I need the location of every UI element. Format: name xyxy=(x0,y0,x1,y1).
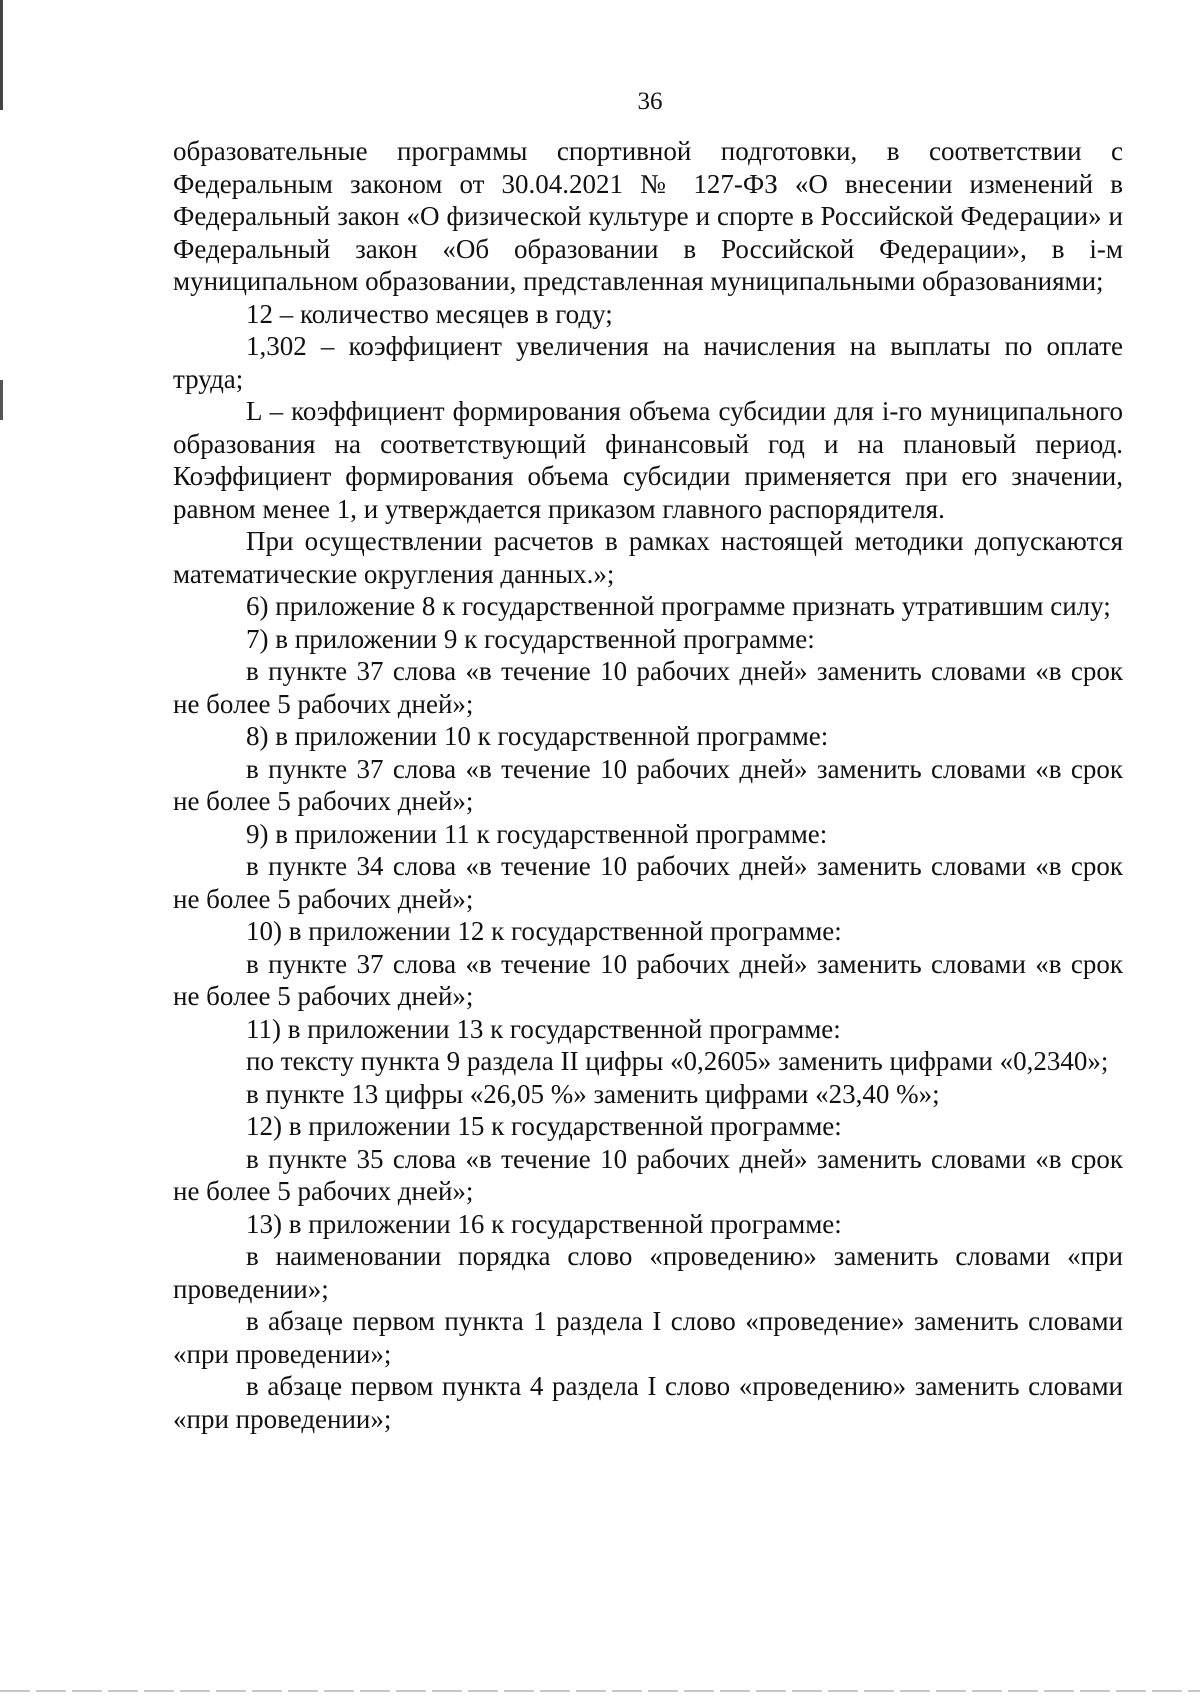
paragraph: в пункте 37 слова «в течение 10 рабочих дней» заменить словами «в срок не более 5 рабочих дней»; xyxy=(173,948,1123,1011)
paragraph-continuation: образовательные программы спортивной подготовки, в соответствии с Федеральным законом от 30.04.2021 № 127-ФЗ «О внесении изменений в Федеральный закон «О физической культуре и спорте в Российской Федерации» и Федеральный закон «Об образовании в Российской Федерации», в i-м муниципальном образовании, представленная муниципальными образованиями; xyxy=(173,136,1123,296)
document-body xyxy=(173,135,1123,1435)
paragraph: При осуществлении расчетов в рамках настоящей методики допускаются математические округления данных.»; xyxy=(173,526,1123,589)
paragraph: в пункте 34 слова «в течение 10 рабочих дней» заменить словами «в срок не более 5 рабочих дней»; xyxy=(173,851,1123,914)
paragraph: 8) в приложении 10 к государственной программе: xyxy=(246,721,829,751)
paragraph: по тексту пункта 9 раздела II цифры «0,2605» заменить цифрами «0,2340»; xyxy=(246,1046,1109,1076)
paragraph: в пункте 37 слова «в течение 10 рабочих дней» заменить словами «в срок не более 5 рабочих дней»; xyxy=(173,753,1123,816)
paragraph: 9) в приложении 11 к государственной программе: xyxy=(246,818,828,849)
paragraph: в пункте 13 цифры «26,05 %» заменить цифрами «23,40 %»; xyxy=(246,1078,940,1109)
paragraph: 7) в приложении 9 к государственной программе: xyxy=(246,623,815,654)
paragraph: 11) в приложении 13 к государственной программе: xyxy=(246,1013,841,1044)
paragraph: 12 – количество месяцев в году; xyxy=(246,298,613,329)
paragraph: L – коэффициент формирования объема субсидии для i-го муниципального образования на соответствующий финансовый год и на плановый период. Коэффициент формирования объема субсидии применяется при его значении, равном менее 1, и утверждается приказом главного распорядителя. xyxy=(173,396,1123,524)
scan-edge-bottom xyxy=(0,1690,1200,1692)
paragraph: 1,302 – коэффициент увеличения на начисления на выплаты по оплате труда; xyxy=(173,331,1123,394)
paragraph: в пункте 35 слова «в течение 10 рабочих дней» заменить словами «в срок не более 5 рабочих дней»; xyxy=(173,1143,1123,1206)
scan-edge-left xyxy=(0,0,3,1701)
paragraph: 13) в приложении 16 к государственной программе: xyxy=(246,1208,842,1239)
paragraph: в абзаце первом пункта 1 раздела I слово «проведение» заменить словами «при проведении»; xyxy=(173,1306,1123,1369)
paragraph: в наименовании порядка слово «проведению» заменить словами «при проведении»; xyxy=(173,1241,1123,1304)
paragraph: 12) в приложении 15 к государственной программе: xyxy=(246,1111,842,1141)
paragraph: в пункте 37 слова «в течение 10 рабочих дней» заменить словами «в срок не более 5 рабочих дней»; xyxy=(173,656,1123,719)
paragraph: 10) в приложении 12 к государственной программе: xyxy=(246,916,842,946)
paragraph: в абзаце первом пункта 4 раздела I слово «проведению» заменить словами «при проведении»; xyxy=(173,1371,1123,1434)
page-number: 36 xyxy=(637,88,663,115)
paragraph: 6) приложение 8 к государственной программе признать утратившим силу; xyxy=(246,591,1111,621)
